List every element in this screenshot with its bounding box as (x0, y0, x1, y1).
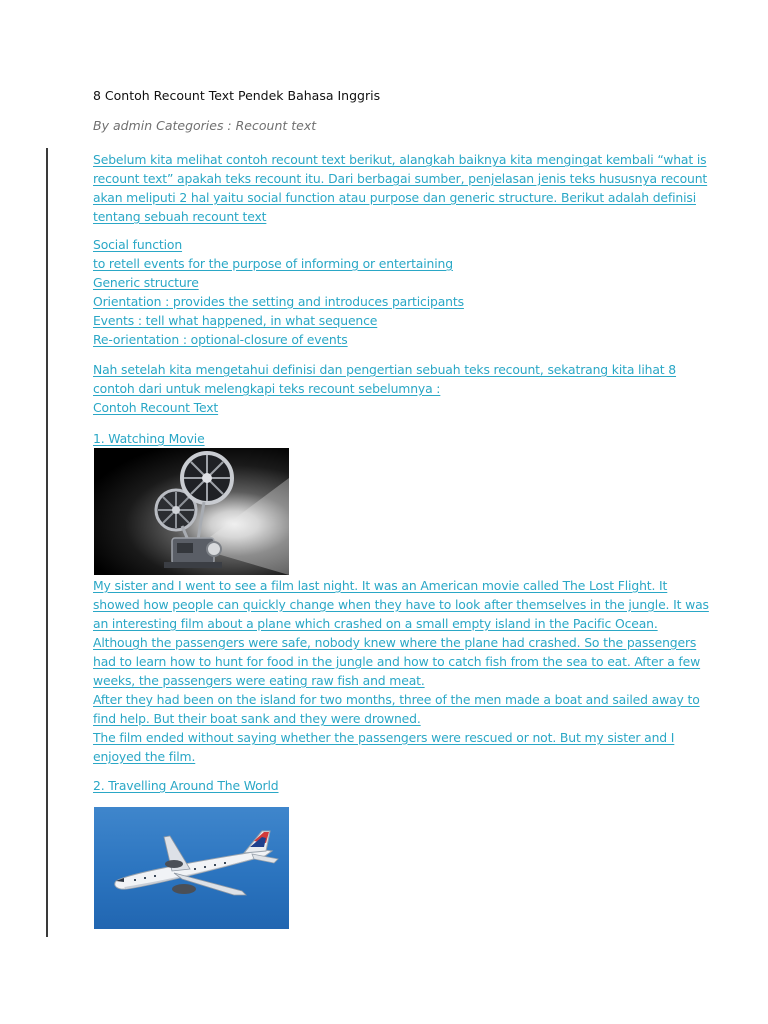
definition-line[interactable]: Re-orientation : optional-closure of events (93, 332, 348, 347)
story-line[interactable]: had to learn how to hunt for food in the jungle and how to catch fish from the sea to eat. After a few (93, 654, 701, 669)
definitions-block[interactable] (93, 235, 693, 349)
bridge-line[interactable]: Nah setelah kita mengetahui definisi dan pengertian sebuah teks recount, sekatrang kita lihat 8 (93, 362, 677, 377)
page-title: 8 Contoh Recount Text Pendek Bahasa Inggris (93, 88, 381, 103)
film-projector-image (94, 448, 289, 575)
story-line[interactable]: After they had been on the island for two months, three of the men made a boat and sailed away to (93, 692, 700, 707)
intro-line[interactable]: Sebelum kita melihat contoh recount text berikut, alangkah baiknya kita mengingat kembali “what is (93, 152, 707, 167)
definition-line[interactable]: Events : tell what happened, in what sequence (93, 313, 378, 328)
definition-line[interactable]: Generic structure (93, 275, 199, 290)
story-line[interactable]: enjoyed the film. (93, 749, 196, 764)
story-line[interactable]: My sister and I went to see a film last night. It was an American movie called The Lost Flight. It (93, 578, 668, 593)
story-line[interactable]: weeks, the passengers were eating raw fish and meat. (93, 673, 425, 688)
story-paragraph[interactable] (93, 576, 709, 766)
margin-bar (46, 148, 48, 937)
section-heading-travelling[interactable]: 2. Travelling Around The World (93, 778, 279, 793)
bridge-line[interactable]: contoh dari untuk melengkapi teks recount sebelumnya : (93, 381, 441, 396)
definition-line[interactable]: Social function (93, 237, 183, 252)
section-heading-watching-movie[interactable]: 1. Watching Movie (93, 431, 205, 446)
story-line[interactable]: an interesting film about a plane which crashed on a small empty island in the Pacific Ocean. (93, 616, 658, 631)
intro-line[interactable]: akan meliputi 2 hal yaitu social function atau purpose dan generic structure. Berikut adalah definisi (93, 190, 696, 205)
story-line[interactable]: showed how people can quickly change when they have to look after themselves in the jungle. It was (93, 597, 709, 612)
story-line[interactable]: Although the passengers were safe, nobody knew where the plane had crashed. So the passengers (93, 635, 697, 650)
definition-line[interactable]: Orientation : provides the setting and introduces participants (93, 294, 464, 309)
bridge-line[interactable]: Contoh Recount Text (93, 400, 219, 415)
bridge-paragraph[interactable] (93, 360, 693, 417)
intro-line[interactable]: tentang sebuah recount text (93, 209, 267, 224)
intro-paragraph[interactable] (93, 150, 708, 226)
definition-line[interactable]: to retell events for the purpose of informing or entertaining (93, 256, 453, 271)
story-line[interactable]: find help. But their boat sank and they were drowned. (93, 711, 421, 726)
airplane-image (94, 807, 289, 929)
byline: By admin Categories : Recount text (93, 118, 317, 133)
story-line[interactable]: The film ended without saying whether the passengers were rescued or not. But my sister and I (93, 730, 675, 745)
intro-line[interactable]: recount text” apakah teks recount itu. Dari berbagai sumber, penjelasan jenis teks hususnya recount (93, 171, 708, 186)
